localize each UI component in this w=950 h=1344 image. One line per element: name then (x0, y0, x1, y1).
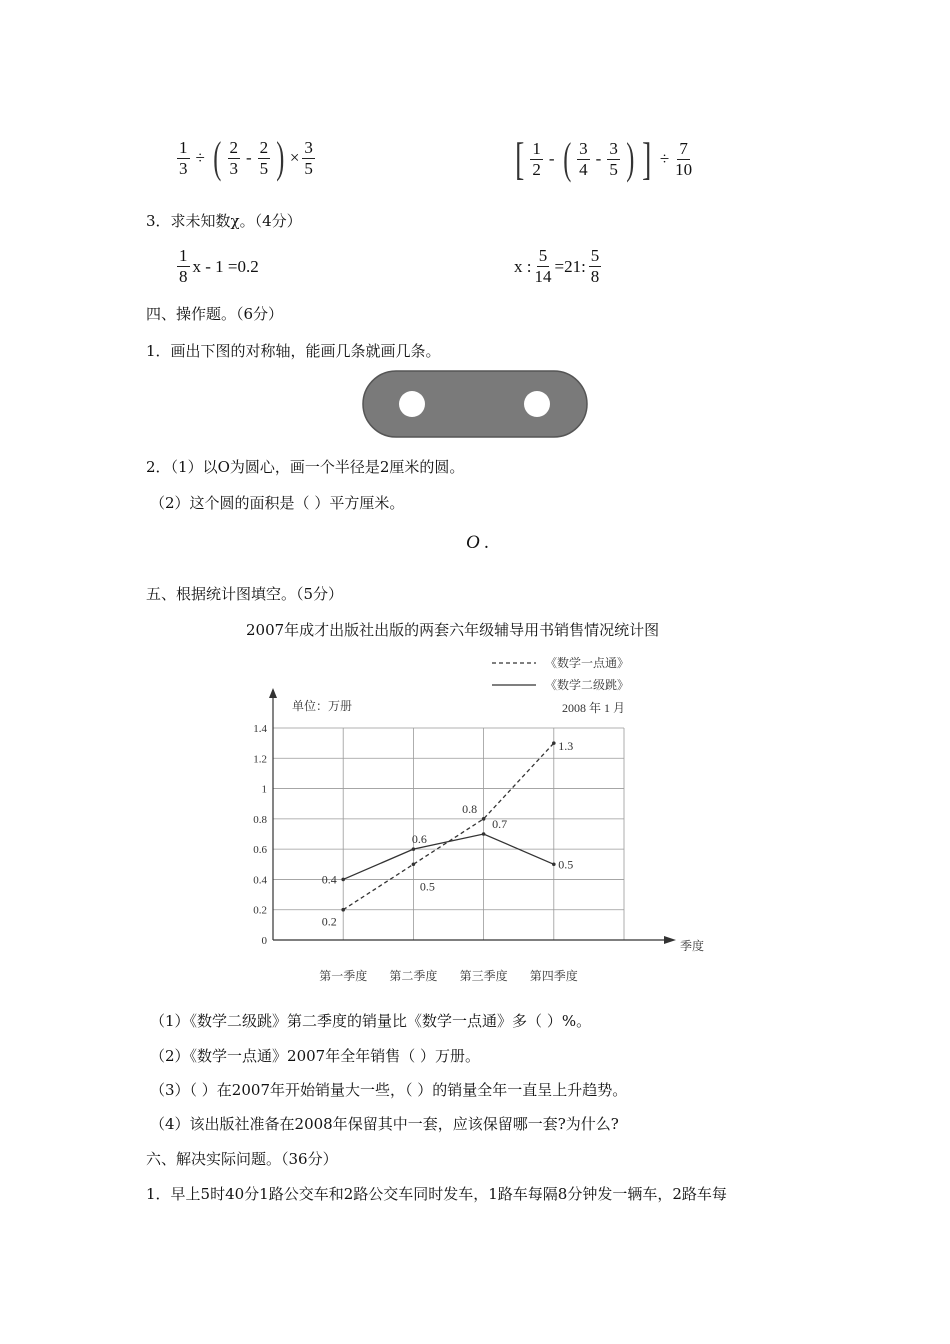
chart-axes (269, 688, 676, 944)
equation-1 (176, 246, 259, 287)
x-tick-labels (319, 968, 578, 983)
y-tick-label: 1.2 (253, 753, 267, 766)
data-point (341, 908, 345, 912)
section-4-question-1: 1．画出下图的对称轴，能画几条就画几条。 (146, 342, 441, 360)
data-point (552, 862, 556, 866)
data-point (482, 832, 486, 836)
divide-sign: ÷ (195, 148, 205, 167)
data-point (552, 741, 556, 745)
legend-label: 《数学一点通》 (545, 656, 630, 670)
data-label: 0.6 (411, 832, 427, 847)
y-axis-arrow-icon (269, 688, 277, 698)
right-paren: ) (276, 133, 285, 182)
section-5-question-2: （2）《数学一点通》2007年全年销售（ ）万册。 (150, 1047, 480, 1065)
data-label: 0.5 (558, 857, 574, 872)
data-label: 0.7 (492, 817, 508, 831)
right-paren: ) (626, 134, 635, 183)
equation-rest: x - 1 =0.2 (192, 256, 259, 276)
minus-sign: - (548, 149, 555, 168)
fraction: $\frac{1}{3}$ (179, 137, 188, 178)
x-tick-label: 第四季度 (529, 969, 578, 983)
fraction: $\frac{7}{10}$ (675, 138, 693, 179)
right-hole (524, 391, 550, 417)
section-5-question-1: （1）《数学二级跳》第二季度的销量比《数学一点通》多（ ）%。 (150, 1012, 592, 1030)
chart-legend (492, 655, 629, 692)
right-bracket: ] (642, 133, 652, 184)
legend-label: 《数学二级跳》 (545, 678, 630, 692)
chart-grid (273, 728, 624, 940)
data-point (412, 862, 416, 866)
data-label: 1.3 (558, 739, 574, 754)
x-axis-arrow-icon (664, 936, 676, 944)
left-bracket: [ (515, 133, 525, 184)
y-tick-label: 1.4 (253, 723, 267, 735)
y-tick-labels (253, 723, 267, 947)
fraction: $\frac{2}{3}$ (229, 137, 238, 178)
left-paren: ( (213, 133, 222, 182)
series-line (343, 834, 554, 879)
section-6-title: 六、解决实际问题。（36分） (146, 1150, 338, 1168)
x-axis-label: 季度 (680, 939, 705, 953)
data-point (412, 847, 416, 851)
series-line (343, 743, 554, 910)
section-5-question-3: （3）（ ）在2007年开始销量大一些，（ ）的销量全年一直呈上升趋势。 (150, 1081, 628, 1099)
data-point (341, 878, 345, 882)
fraction: $\frac{3}{5}$ (609, 138, 618, 179)
data-label: 0.8 (462, 801, 478, 816)
data-point (482, 817, 486, 821)
minus-sign: - (246, 148, 252, 167)
chart-title: 2007年成才出版社出版的两套六年级辅导用书销售情况统计图 (246, 621, 660, 639)
x-tick-label: 第二季度 (389, 969, 438, 983)
unit-label: 单位：万册 (292, 699, 353, 713)
left-paren: ( (562, 134, 571, 183)
equation-lead: x : (514, 256, 532, 276)
divide-sign: ÷ (659, 149, 670, 168)
y-tick-label: 0.4 (253, 874, 267, 887)
fraction: $\frac{3}{5}$ (304, 137, 313, 178)
fraction: $\frac{5}{8}$ (590, 246, 600, 286)
expression-2 (512, 133, 693, 184)
x-tick-label: 第一季度 (319, 969, 368, 983)
section-4-title: 四、操作题。（6分） (146, 305, 284, 323)
data-label: 0.4 (321, 872, 337, 887)
equation-mid: =21: (554, 256, 586, 276)
expression-1 (176, 133, 316, 182)
y-tick-label: 0.8 (253, 813, 267, 826)
chart-series (322, 739, 574, 929)
date-label: 2008 年 1 月 (562, 701, 626, 715)
y-tick-label: 0.2 (253, 904, 267, 917)
left-hole (399, 391, 425, 417)
section-5-title: 五、根据统计图填空。（5分） (146, 585, 344, 603)
data-label: 0.5 (419, 879, 435, 894)
fraction: $\frac{5}{14}$ (534, 246, 552, 286)
question-3-title: 3．求未知数χ。（4分） (146, 212, 302, 230)
y-tick-label: 1 (261, 783, 267, 796)
section-4-question-2a: 2．（1）以O为圆心，画一个半径是2厘米的圆。 (146, 458, 465, 476)
data-label: 0.2 (321, 914, 337, 929)
fraction: $\frac{1}{2}$ (532, 138, 541, 179)
center-point-o: O . (466, 532, 490, 553)
minus-sign: - (595, 149, 602, 168)
equation-2 (514, 246, 602, 287)
y-tick-label: 0.6 (253, 844, 267, 857)
fraction: $\frac{1}{8}$ (179, 246, 188, 286)
y-tick-label: 0 (261, 935, 267, 947)
times-sign: × (289, 148, 300, 167)
rounded-bar-shape (363, 371, 587, 437)
section-6-question-1: 1．早上5时40分1路公交车和2路公交车同时发车，1路车每隔8分钟发一辆车，2路车每 (146, 1185, 727, 1203)
fraction: $\frac{3}{4}$ (579, 138, 588, 179)
section-5-question-4: （4）该出版社准备在2008年保留其中一套，应该保留哪一套?为什么? (150, 1115, 619, 1133)
section-4-question-2b: （2）这个圆的面积是（ ）平方厘米。 (150, 494, 405, 512)
x-tick-label: 第三季度 (459, 969, 508, 983)
line-chart (240, 648, 720, 993)
symmetry-figure (362, 370, 588, 438)
fraction: $\frac{2}{5}$ (259, 137, 269, 178)
